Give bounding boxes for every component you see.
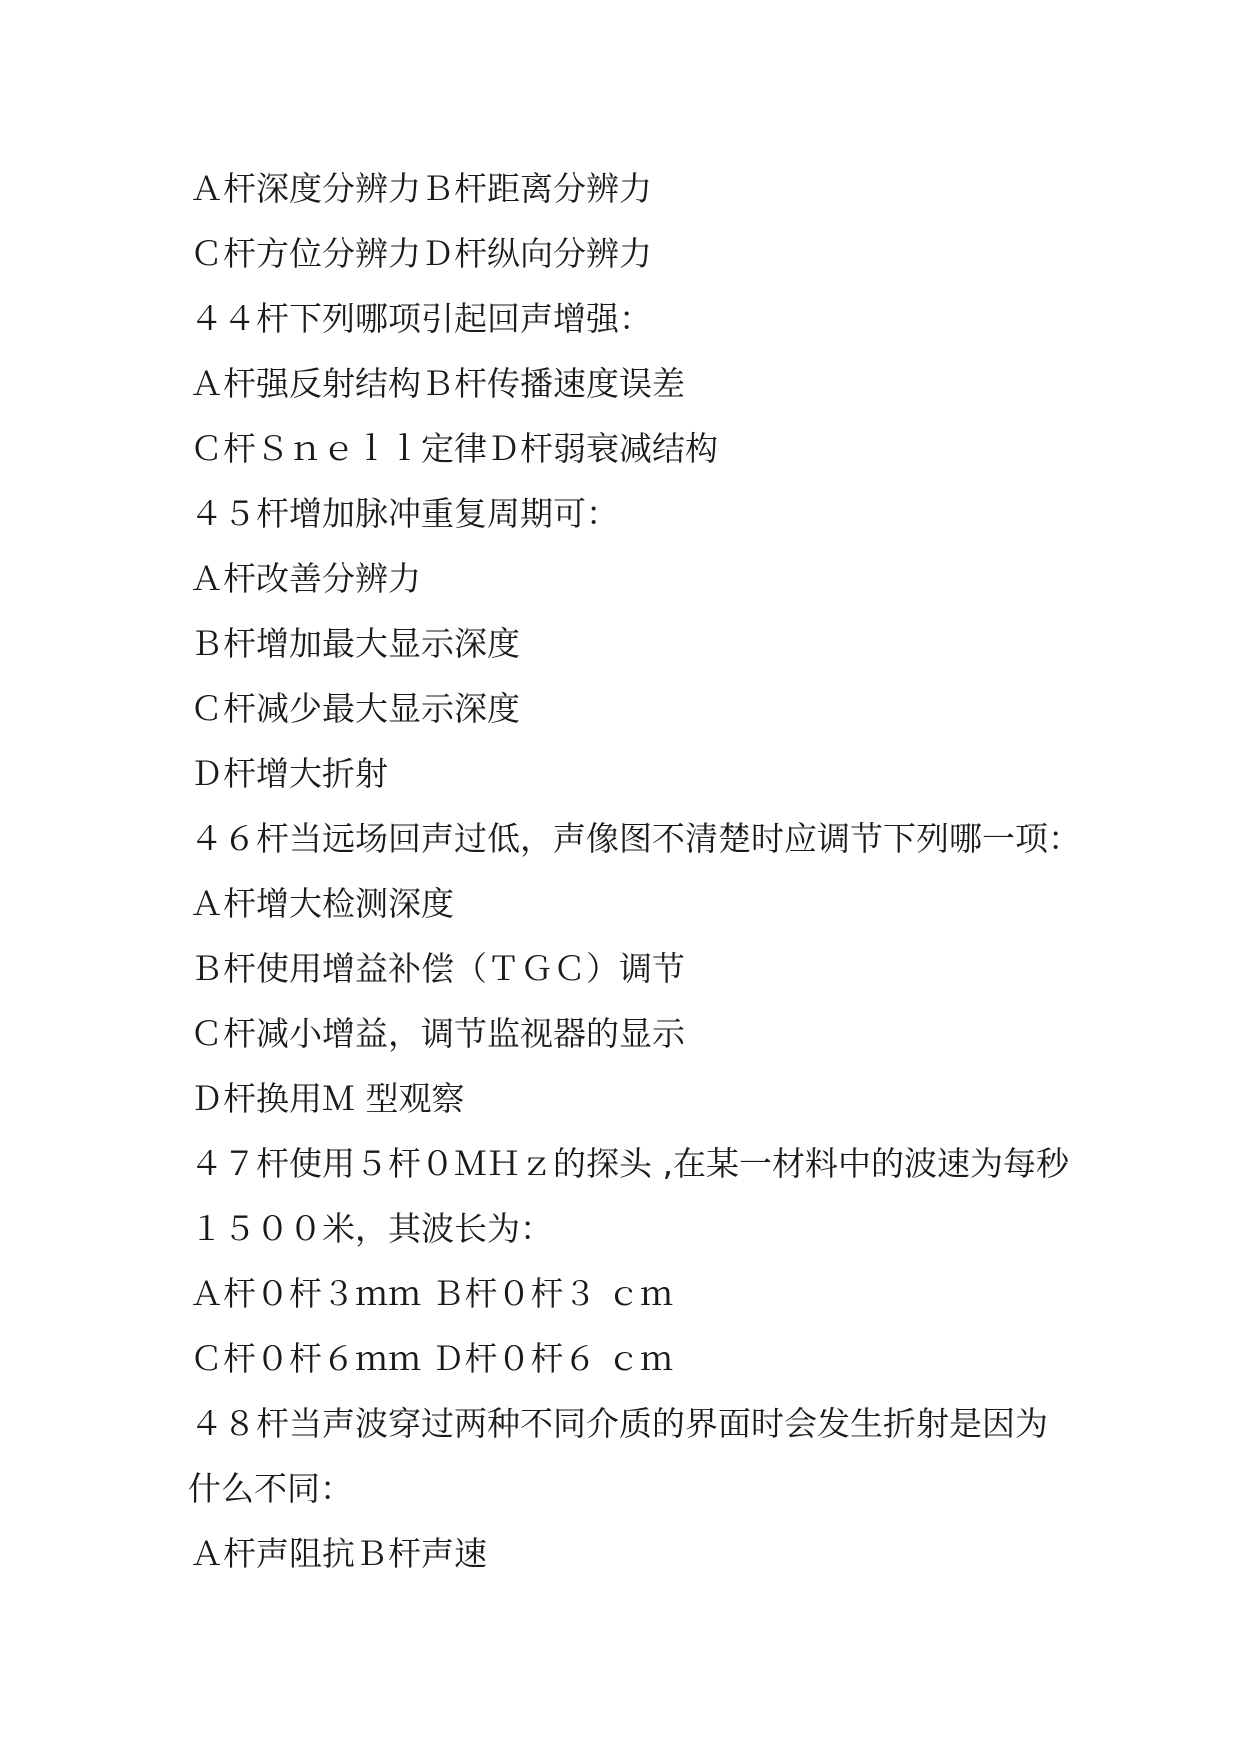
option-c: Ｃ杆减小增益，调节监视器的显示 [190, 1014, 685, 1053]
text-line: Ｃ杆方位分辨力Ｄ杆纵向分辨力 [190, 234, 652, 273]
text-line: Ａ杆０杆３ｍｍ Ｂ杆０杆３ ｃｍ [190, 1274, 673, 1313]
text-line: Ａ杆深度分辨力Ｂ杆距离分辨力 [190, 169, 652, 208]
option-c: Ｃ杆减少最大显示深度 [190, 689, 520, 728]
text-line: Ｃ杆０杆６ｍｍ Ｄ杆０杆６ ｃｍ [190, 1339, 673, 1378]
option-b: Ｂ杆使用增益补偿（ＴＧＣ）调节 [190, 949, 685, 988]
question-text-block [190, 156, 1090, 1586]
question-47-continued: １５００米，其波长为： [190, 1209, 553, 1248]
text-line: Ｃ杆Ｓｎｅｌｌ定律Ｄ杆弱衰减结构 [190, 429, 718, 468]
option-a: Ａ杆改善分辨力 [190, 559, 421, 598]
text-line: Ａ杆声阻抗Ｂ杆声速 [190, 1534, 487, 1573]
option-a: Ａ杆增大检测深度 [190, 884, 454, 923]
option-d: Ｄ杆换用Ｍ 型观察 [190, 1079, 465, 1118]
question-48: ４８杆当声波穿过两种不同介质的界面时会发生折射是因为 [190, 1404, 1048, 1443]
question-45: ４５杆增加脉冲重复周期可： [190, 494, 619, 533]
question-48-continued: 什么不同： [188, 1469, 353, 1508]
option-d: Ｄ杆增大折射 [190, 754, 388, 793]
option-b: Ｂ杆增加最大显示深度 [190, 624, 520, 663]
question-47: ４７杆使用５杆０ＭＨｚ的探头 ,在某一材料中的波速为每秒 [190, 1144, 1069, 1183]
text-line: Ａ杆强反射结构Ｂ杆传播速度误差 [190, 364, 685, 403]
question-44: ４４杆下列哪项引起回声增强： [190, 299, 652, 338]
question-46: ４６杆当远场回声过低，声像图不清楚时应调节下列哪一项： [190, 819, 1081, 858]
